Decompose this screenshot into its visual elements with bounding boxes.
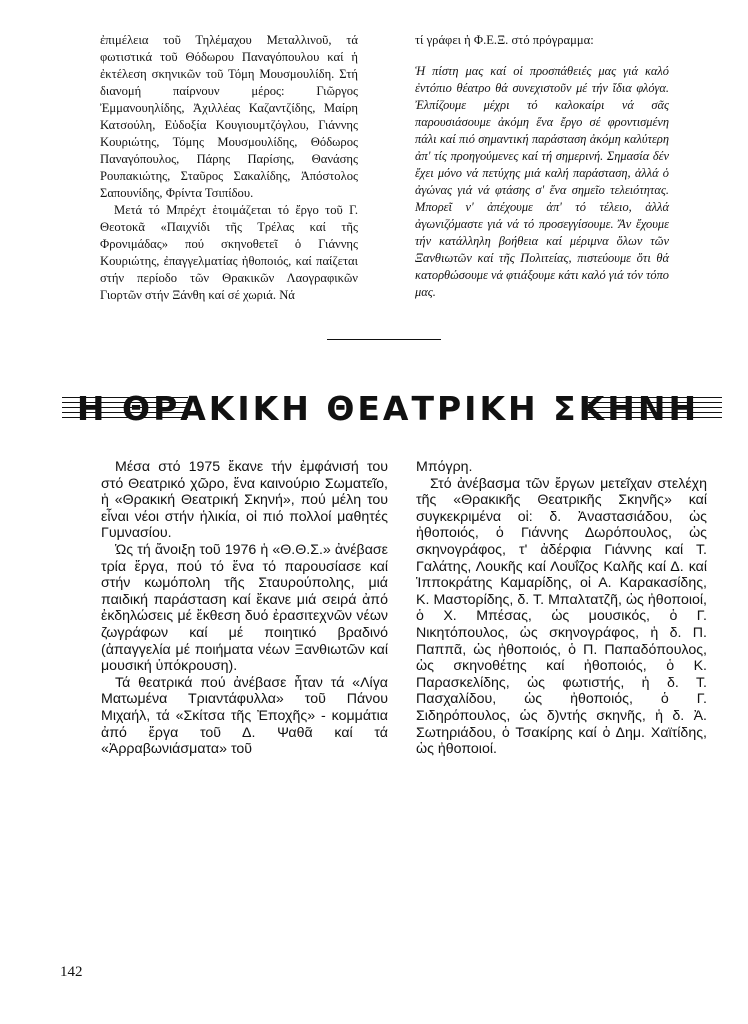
program-intro-line: τί γράφει ἡ Φ.Ε.Ξ. στό πρόγραμμα:	[415, 33, 594, 47]
bottom-left-column	[101, 459, 388, 758]
program-quote: Ἡ πίστη μας καί οἱ προσπάθειές μας γιά καλό ἐντόπιο θέατρο θά συνεχιστοῦν μέ τήν ἴδια φλόγα. Ἐλπίζουμε μέχρι τό καλοκαίρι νά σᾶς παρουσιάσουμε ἀκόμη ἕνα ἔργο σέ φροντισμένη πάλι καί πιό σημαντική παράσταση ἀκόμη καλύτερη ἀπ' τίς προηγούμενες καί τή σημερινή. Σημασία δέν ἔχει μόνο νά πετύχης μιά καλή παράσταση, ἀλλά ὁ ἀγώνας γιά νά φτάσης σ' ἕνα σημεῖο τελειότητας. Μπορεῖ ν' ἀπέχουμε ἀπ' τό τέλειο, ἀλλά ἀγωνιζόμαστε γιά νά τό προσεγγίσουμε. Ἄν ἔχουμε τήν κατάλληλη βοήθεια καί μέριμνα ὅλων τῶν Ξανθιωτῶν καί τῆς Πολιτείας, πιστεύουμε ὅτι θά κατορθώσουμε νά φτιάξουμε κάτι καλό γιά τόν τόπο μας.	[415, 64, 669, 299]
section-title-banner	[62, 383, 722, 433]
upcoming-play-paragraph: Μετά τό Μπρέχτ ἑτοιμάζεται τό ἔργο τοῦ Γ. Θεοτοκᾶ «Παιχνίδι τῆς Τρέλας καί τῆς Φρονιμάδας» πού σκηνοθετεῖ ὁ Γιάννης Κουριώτης, ἐπαγγελματίας ἠθοποιός, καί παίζεται στήν περίοδο τῶν Θρακικῶν Λαογραφικῶν Γιορτῶν στήν Ξάνθη καί σέ χωριά. Νά	[100, 203, 358, 302]
members-paragraph: Στό ἀνέβασμα τῶν ἔργων μετεῖχαν στελέχη τῆς «Θρακικῆς Θεατρικῆς Σκηνῆς» καί συγκεκριμένα οἱ: δ. Ἀναστασιάδου, ὡς ἠθοποιός, ὁ Γιάννης Δωρόπουλος, ὡς σκηνογράφος, τ' ἀδέρφια Γιάννης καί Τ. Γαλάτης, Λουκῆς καί Λουΐζος Καλῆς καί Δ. καί Ἱπποκράτης Καμαρίδης, οἱ Α. Καρακασίδης, Κ. Μαστορίδης, δ. Τ. Μπαλτατζῆ, ὡς ἠθοποιοί, ὁ Χ. Μπέσας, ὡς μουσικός, ὁ Γ. Νικητόπουλος, ὡς σκηνογράφος, ἡ δ. Π. Παππᾶ, ὡς ἠθοποιός, ὁ Π. Παπαδόπουλος, ὡς σκηνοθέτης καί ἠθοποιός, ὁ Κ. Παρασκελίδης, ὡς φωτιστής, ἡ δ. Τ. Πασχαλίδου, ὡς ἠθοποιός, ὁ Γ. Σιδηρόπουλος, ὡς δ)ντής σκηνῆς, ἡ δ. Ἀ. Σωτηριάδου, ὁ Τσακίρης καί ὁ Δημ. Χαϊτίδης, ὡς ἠθοποιοί.	[416, 475, 707, 758]
activities-paragraph: Ὡς τή ἄνοιξη τοῦ 1976 ἡ «Θ.Θ.Σ.» ἀνέβασε τρία ἔργα, πού τό ἕνα τό παρουσίασε καί στήν κωμόπολη τῆς Σταυρούπολης, μιά παιδική παράσταση καί ἔκανε μιά σειρά ἀπό ἐκδηλώσεις μέ ἔκθεση δυό ἐρασιτεχνῶν νέων ζωγράφων καί μέ ποιητικό βραδινό (ἀπαγγελία μέ ποιήματα νέων Ξανθιωτῶν καί μουσική ὑπόκρουση).	[101, 541, 388, 675]
top-right-column	[415, 32, 669, 301]
top-left-column	[100, 32, 358, 304]
founding-paragraph: Μέσα στό 1975 ἔκανε τήν ἐμφάνισή του στό Θεατρικό χῶρο, ἕνα καινούριο Σωματεῖο, ἡ «Θρακική Θεατρική Σκηνή», πού μέλη του εἶναι νέοι στήν ἡλικία, οἱ πιό πολλοί μαθητές Γυμνασίου.	[101, 459, 388, 542]
cast-paragraph: ἐπιμέλεια τοῦ Τηλέμαχου Μεταλλινοῦ, τά φωτιστικά τοῦ Θόδωρου Παναγόπουλου καί ἡ ἐκτέλεση σκηνικῶν τοῦ Τόμη Μουσμουλίδη. Στή διανομή παίρνουν μέρος: Γιῶργος Ἐμμανουηλίδης, Ἀχιλλέας Καζαντζίδης, Μαίρη Κατσούλη, Εὐδοξία Κουγιουμτζόγλου, Γιάννης Κουριώτης, Τόμης Μουσμουλίδης, Θόδωρος Παναγόπουλος, Πάρης Παρίσης, Θανάσης Ρουπακιώτης, Σταῦρος Σακαλίδης, Ἀπόστολος Σαπουνίδης, Φρίντα Τσιπίδου.	[100, 33, 358, 200]
section-title: Η ΘΡΑΚΙΚΗ ΘΕΑΤΡΙΚΗ ΣΚΗΝΗ	[188, 385, 588, 431]
plays-paragraph: Τά θεατρικά πού ἀνέβασε ἦταν τά «Λίγα Ματωμένα Τριαντάφυλλα» τοῦ Πάνου Μιχαήλ, τά «Σκίτσα τῆς Ἐποχῆς» - κομμάτια ἀπό ἔργα τοῦ Δ. Ψαθᾶ καί τά «Ἀρραβωνιάσματα» τοῦ	[101, 674, 388, 758]
author-continuation: Μπόγρη.	[416, 459, 473, 475]
page-number: 142	[60, 964, 83, 980]
section-divider	[327, 339, 441, 340]
bottom-right-column	[416, 459, 707, 758]
